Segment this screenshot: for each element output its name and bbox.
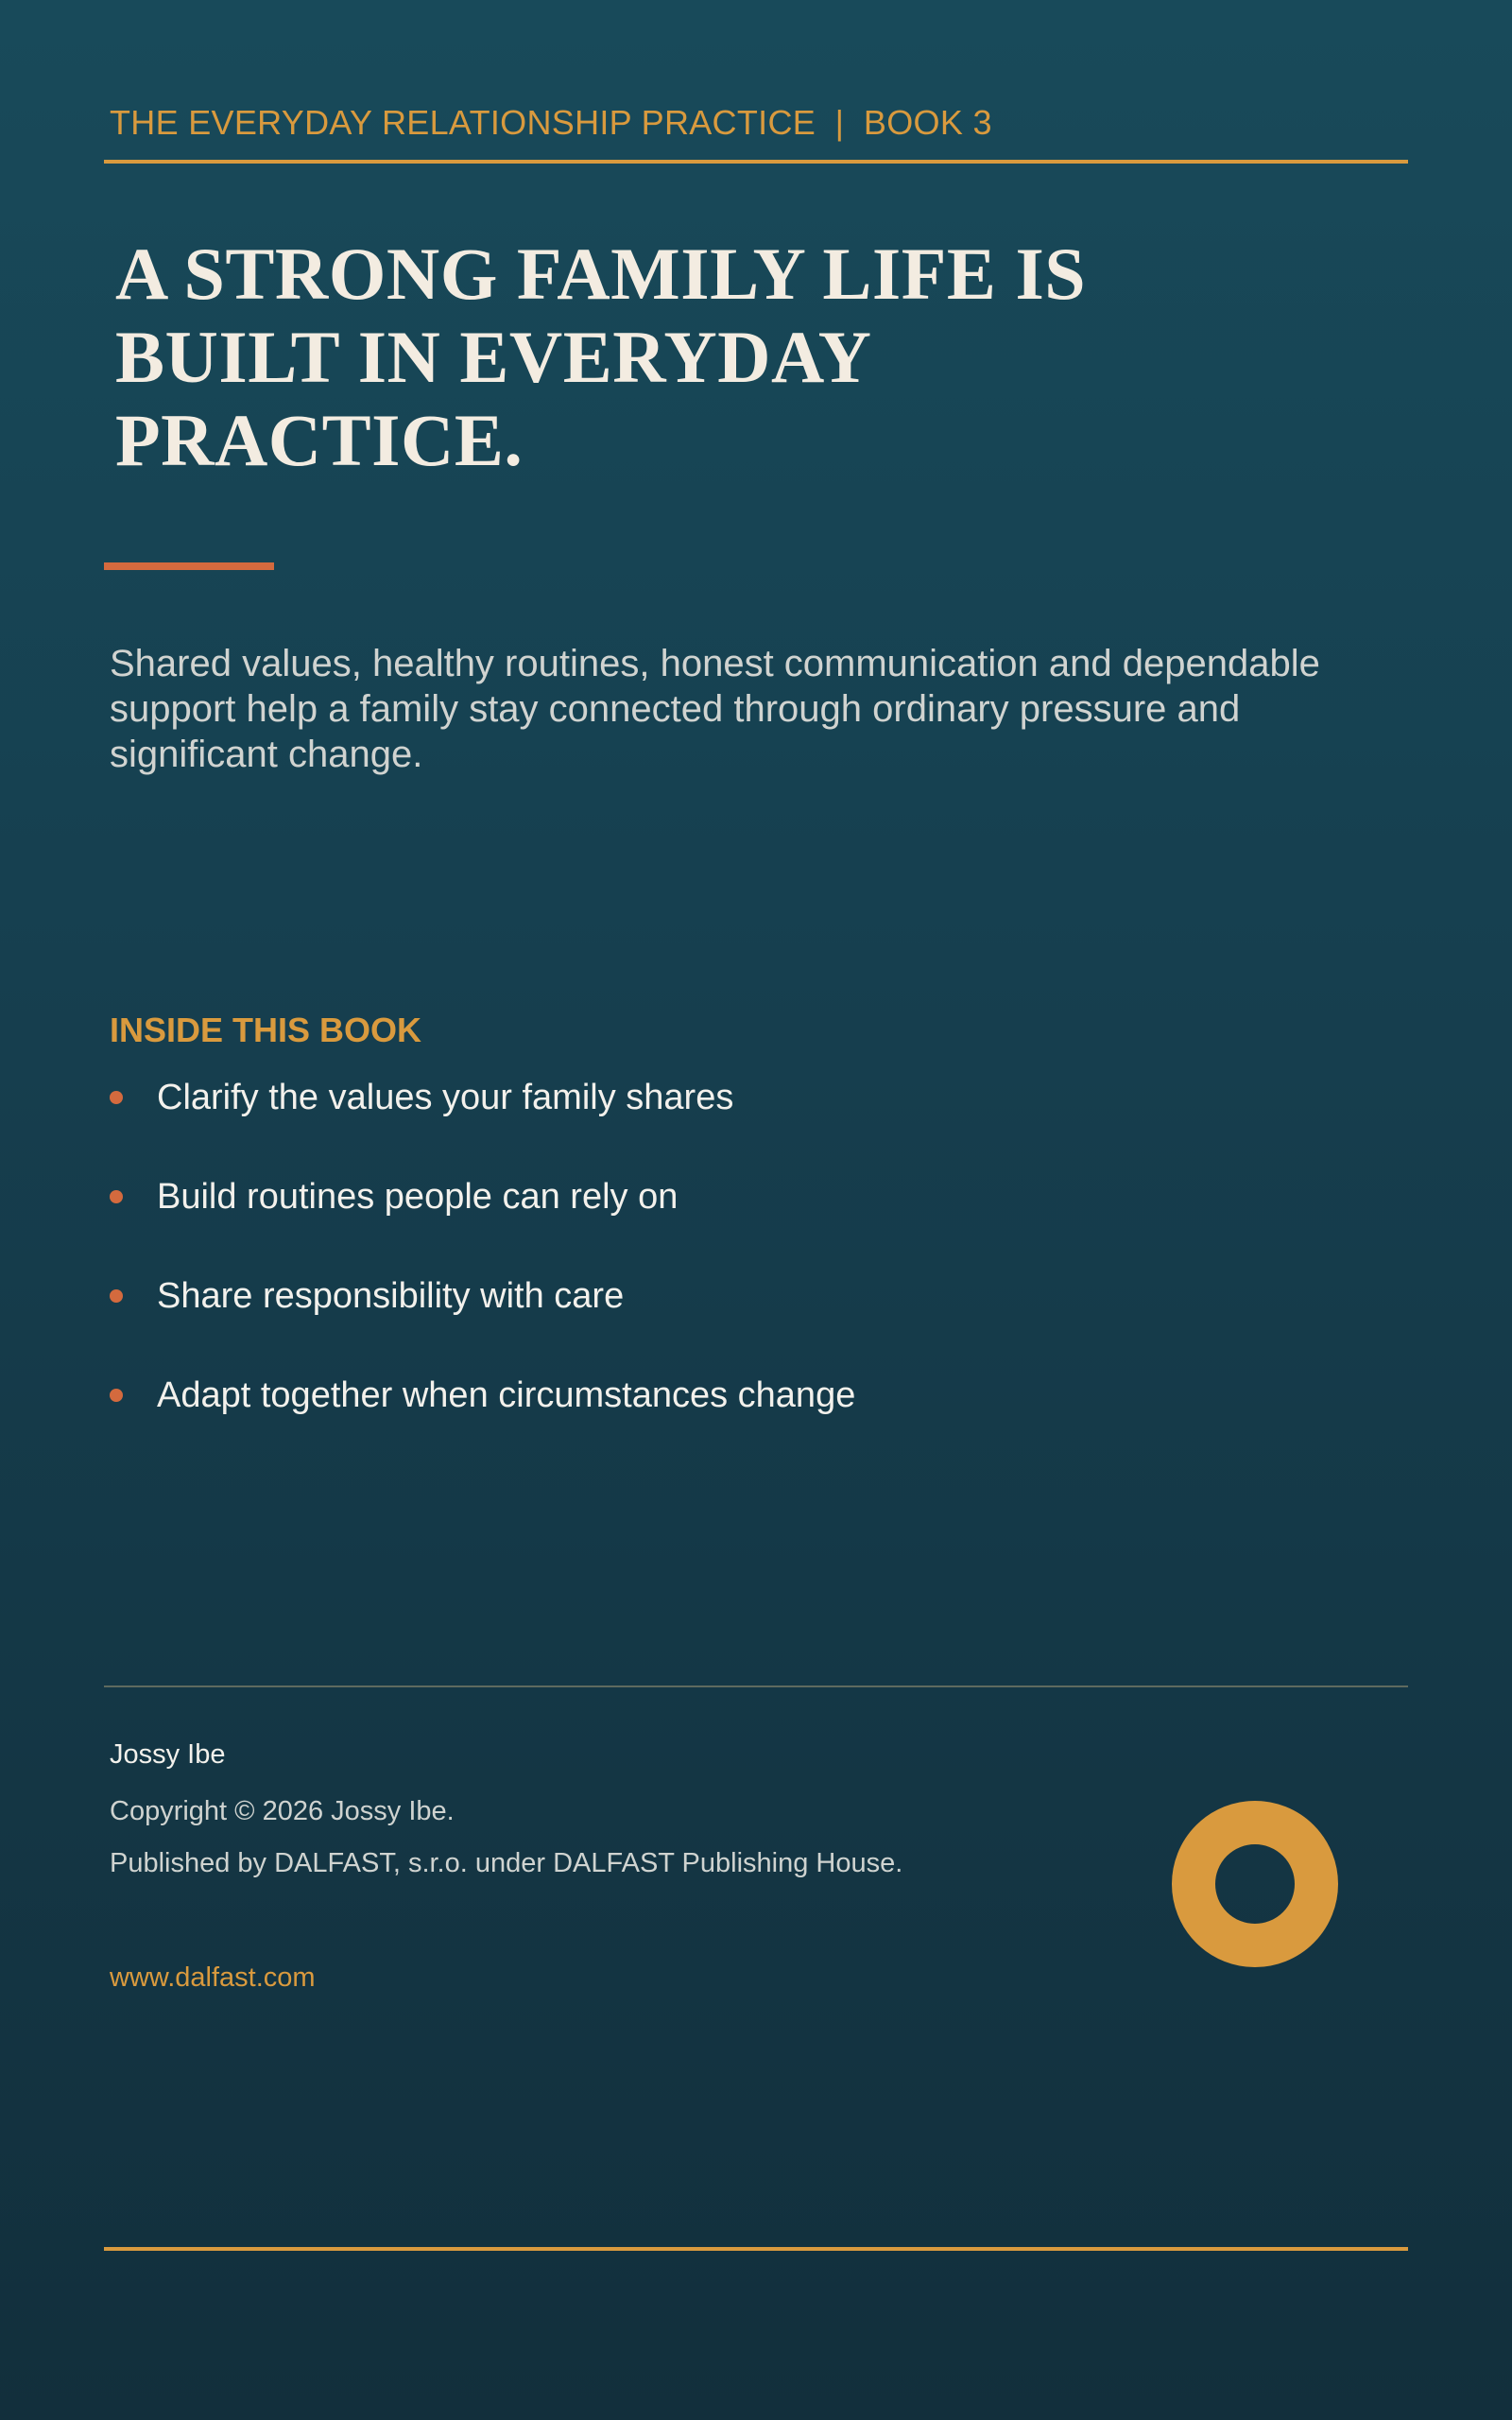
website-link[interactable]: www.dalfast.com xyxy=(110,1962,316,1993)
bottom-divider xyxy=(104,2247,1408,2251)
inside-list xyxy=(110,1072,855,1469)
ring-logo-icon xyxy=(1172,1801,1338,1967)
cover-title: A STRONG FAMILY LIFE IS BUILT IN EVERYDAY PRACTICE. xyxy=(115,233,1087,481)
list-item xyxy=(110,1072,855,1171)
publisher-notice: Published by DALFAST, s.r.o. under DALFAST Publishing House. xyxy=(110,1848,903,1878)
series-label: THE EVERYDAY RELATIONSHIP PRACTICE | BOOK 3 xyxy=(110,103,992,142)
bullet-icon xyxy=(110,1389,123,1402)
list-item-text: Clarify the values your family shares xyxy=(157,1078,734,1117)
copyright-notice: Copyright © 2026 Jossy Ibe. xyxy=(110,1796,455,1826)
top-divider xyxy=(104,160,1408,164)
author-name: Jossy Ibe xyxy=(110,1739,226,1770)
cover-lede: Shared values, healthy routines, honest communication and dependable support help a family stay connected through ordinary pressure and significant change. xyxy=(110,643,1320,775)
list-item-text: Share responsibility with care xyxy=(157,1276,625,1316)
accent-bar xyxy=(104,562,274,570)
footer-divider xyxy=(104,1685,1408,1687)
list-item-text: Build routines people can rely on xyxy=(157,1177,679,1217)
list-item-text: Adapt together when circumstances change xyxy=(157,1375,856,1415)
bullet-icon xyxy=(110,1190,123,1203)
bullet-icon xyxy=(110,1091,123,1104)
inside-heading: INSIDE THIS BOOK xyxy=(110,1011,422,1049)
list-item xyxy=(110,1171,855,1270)
bullet-icon xyxy=(110,1289,123,1303)
list-item xyxy=(110,1370,855,1469)
list-item xyxy=(110,1270,855,1370)
